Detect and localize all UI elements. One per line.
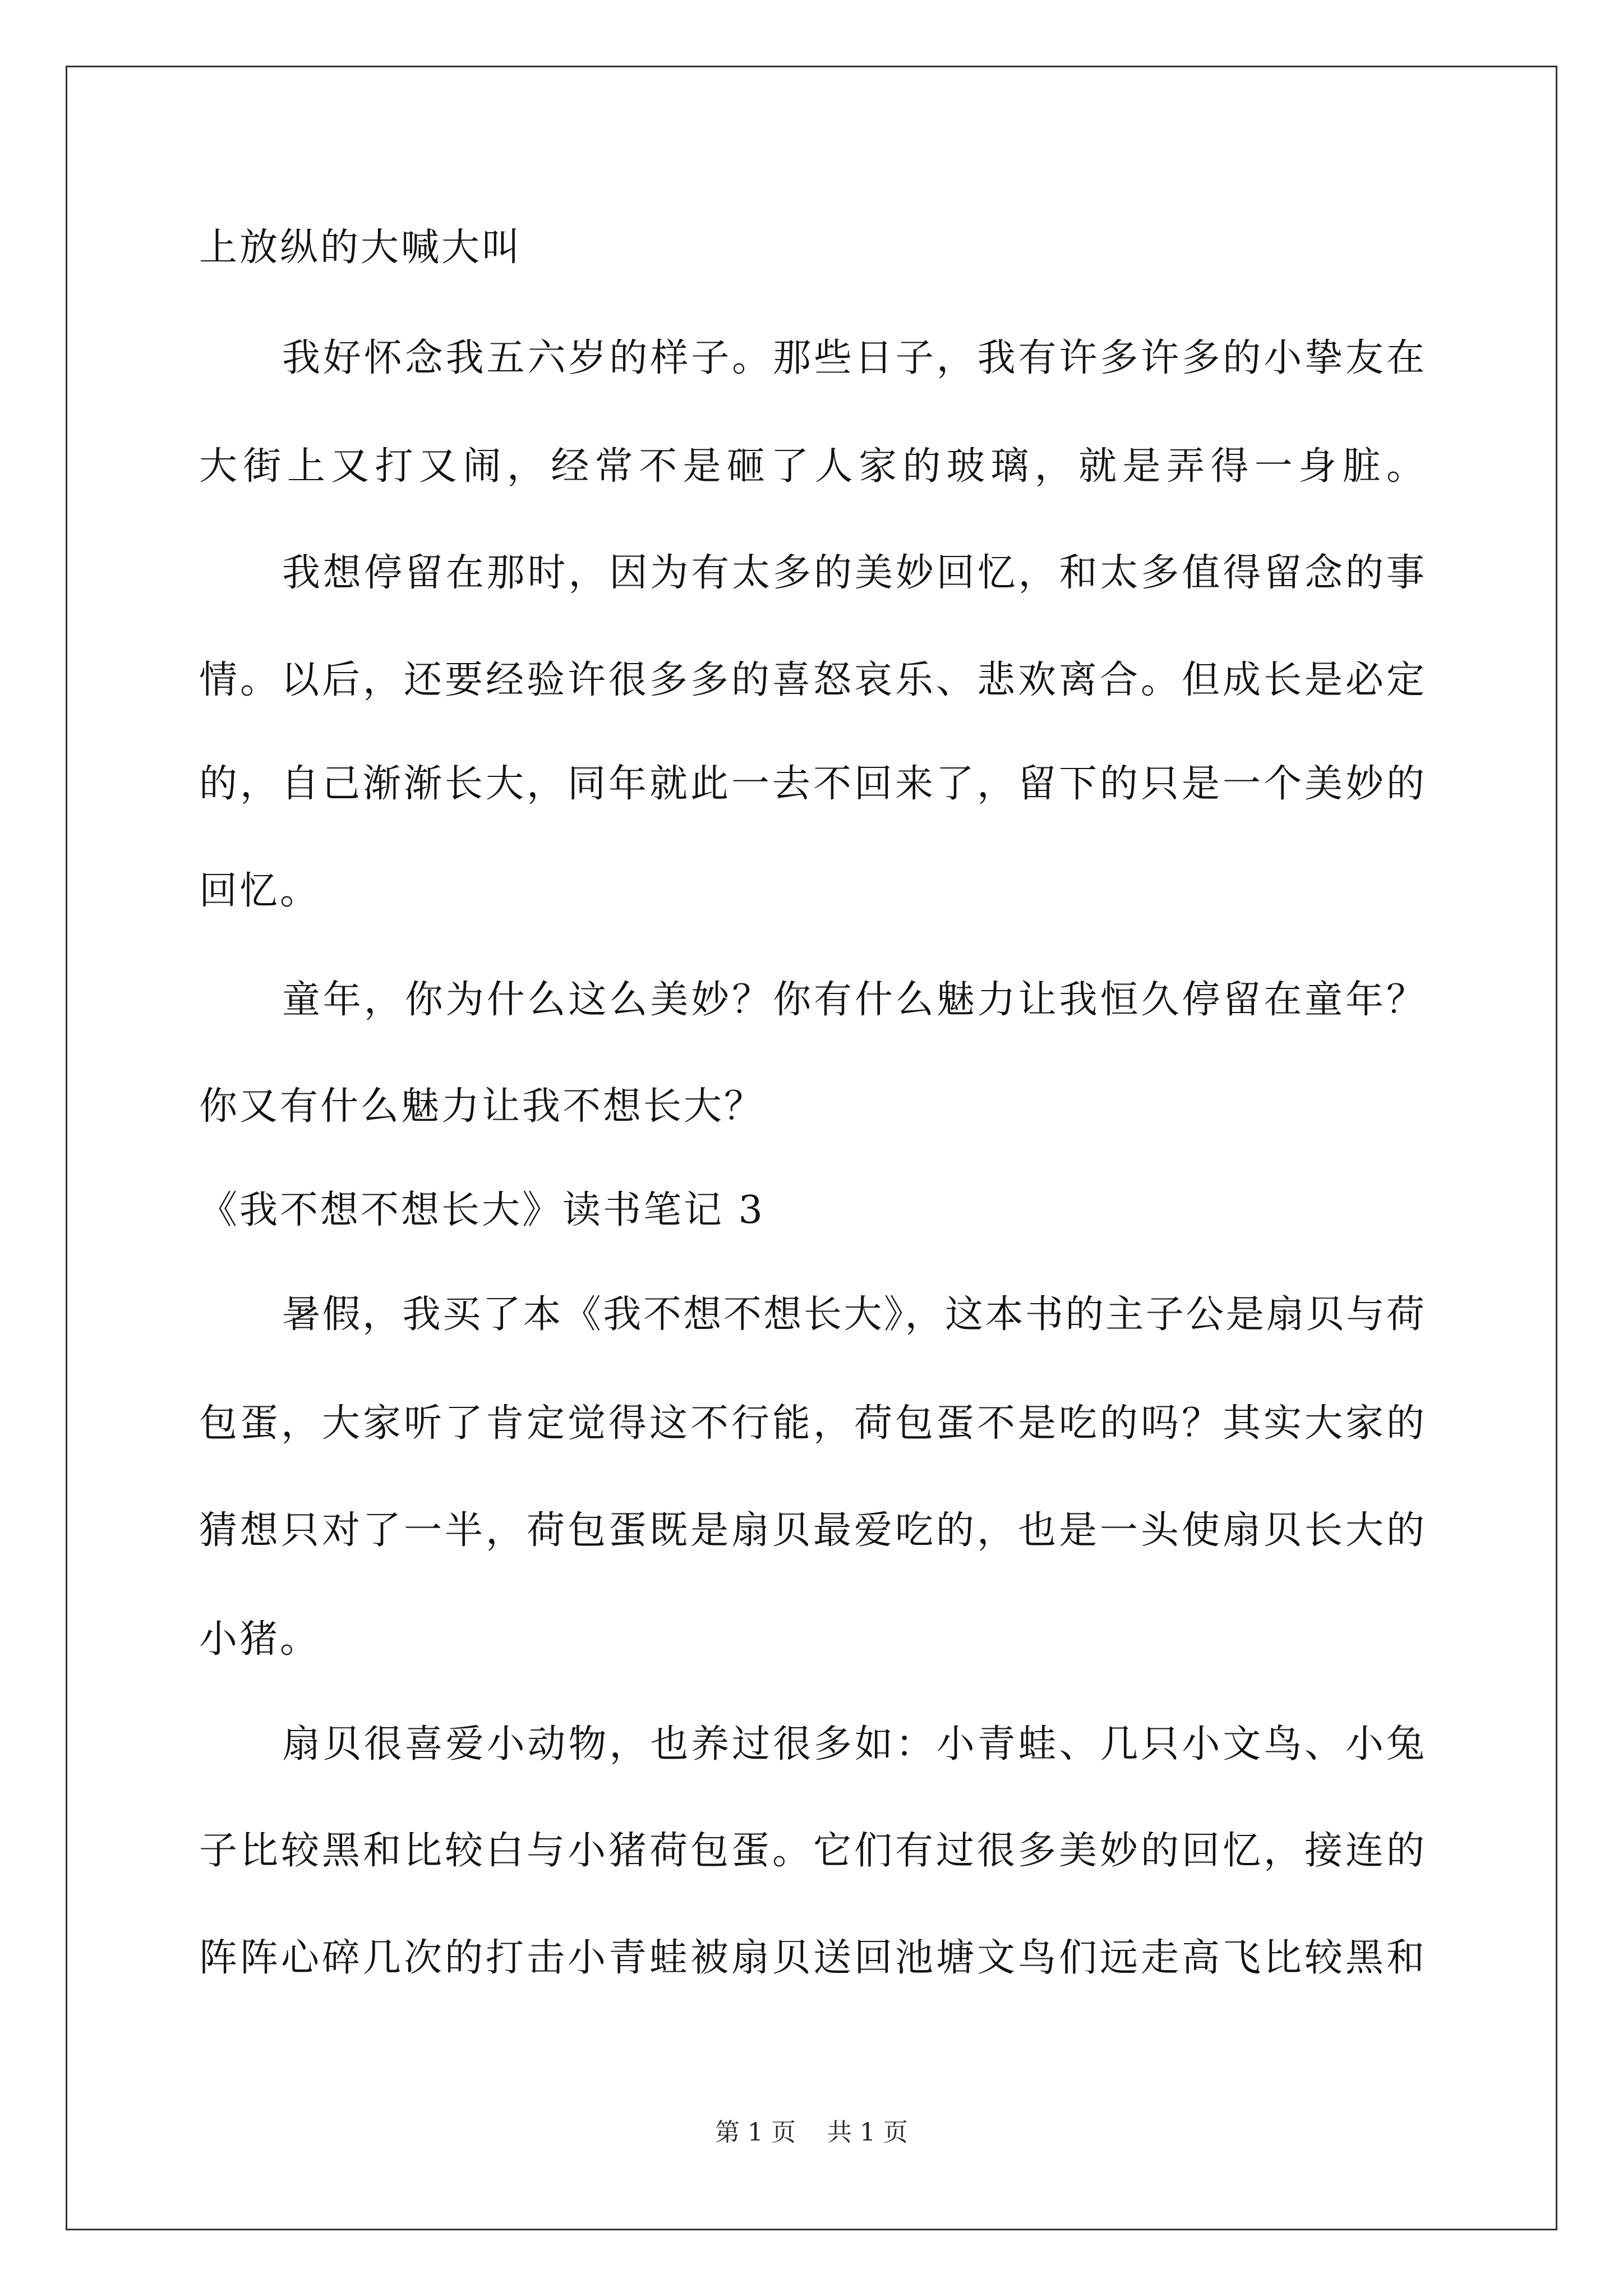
page-border [66, 66, 1557, 2230]
text-line: 猜想只对了一半，荷包蛋既是扇贝最爱吃的，也是一头使扇贝长大的 [199, 1508, 1424, 1553]
section-heading: 《我不想不想长大》读书笔记 3 [199, 1188, 765, 1232]
text-line: 我想停留在那时，因为有太多的美妙回忆，和太多值得留念的事 [282, 551, 1424, 595]
text-line: 上放纵的大喊大叫 [199, 226, 523, 270]
text-line: 子比较黑和比较白与小猪荷包蛋。它们有过很多美妙的回忆，接连的 [199, 1829, 1424, 1873]
text-line: 的，自己渐渐长大，同年就此一去不回来了，留下的只是一个美妙的 [199, 762, 1424, 806]
text-line: 阵阵心碎几次的打击小青蛙被扇贝送回池塘文鸟们远走高飞比较黑和 [199, 1936, 1424, 1980]
text-line: 情。以后，还要经验许很多多的喜怒哀乐、悲欢离合。但成长是必定 [199, 658, 1424, 702]
text-line: 大街上又打又闹，经常不是砸了人家的玻璃，就是弄得一身脏。 [199, 444, 1424, 489]
text-line: 小猪。 [199, 1617, 321, 1662]
page-number: 第 1 页 共 1 页 [715, 2118, 908, 2147]
text-line: 扇贝很喜爱小动物，也养过很多如：小青蛙、几只小文鸟、小兔 [282, 1722, 1424, 1766]
text-line: 我好怀念我五六岁的样子。那些日子，我有许多许多的小挚友在 [282, 336, 1424, 380]
text-line: 暑假，我买了本《我不想不想长大》，这本书的主子公是扇贝与荷 [282, 1292, 1424, 1337]
text-line: 回忆。 [199, 869, 321, 913]
text-line: 童年，你为什么这么美妙？你有什么魅力让我恒久停留在童年？ [282, 978, 1424, 1022]
text-line: 你又有什么魅力让我不想长大？ [199, 1084, 765, 1129]
text-line: 包蛋，大家听了肯定觉得这不行能，荷包蛋不是吃的吗？其实大家的 [199, 1401, 1424, 1446]
